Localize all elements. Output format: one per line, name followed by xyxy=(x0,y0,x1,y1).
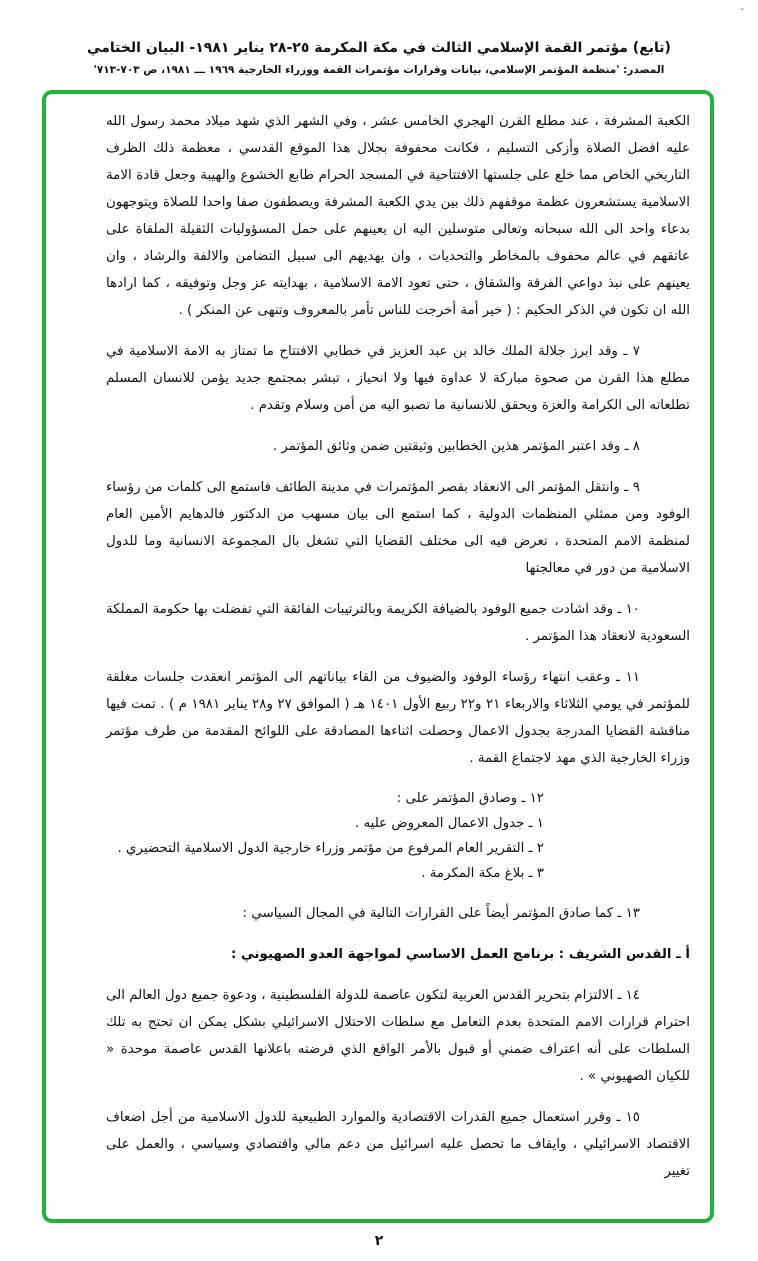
document-source: المصدر: 'منظمة المؤتمر الإسلامي، بيانات وقرارات مؤتمرات القمة ووزراء الخارجية ١٩٦٩ ـــ ١٩٨١، ص ٧٠٣-٧١٣' xyxy=(93,64,665,76)
list-item: ٢ ـ التقرير العام المرفوع من مؤتمر وزراء خارجية الدول الاسلامية التحضيري . xyxy=(117,841,544,856)
approval-list xyxy=(106,786,690,886)
paragraph-14: ١٤ ـ الالتزام بتحرير القدس العربية لتكون عاصمة للدولة الفلسطينية ، ودعوة جميع دول العالم الى احترام قرارات الامم المتحدة بعدم التعامل مع سلطات الاحتلال الاسرائيلي بشكل يمكن ان تحتج به تلك السلطات على أنه اعتراف ضمني أو قبول بالأمر الواقع الذي فرضته باعلانها القدس عاصمة موحدة « للكيان الصهيوني » . xyxy=(106,988,690,1084)
document-title: (تابع) مؤتمر القمة الإسلامي الثالث في مكة المكرمة ٢٥-٢٨ يناير ١٩٨١- البيان الختامي xyxy=(87,40,671,56)
section-heading: أ ـ القدس الشريف : برنامج العمل الاساسي لمواجهة العدو الصهيوني : xyxy=(230,947,690,962)
green-frame xyxy=(42,90,714,1223)
paragraph-12: ١٢ ـ وصادق المؤتمر على : xyxy=(396,791,544,806)
page-number: ٢ xyxy=(374,1233,384,1249)
paragraph-8: ٨ ـ وقد اعتبر المؤتمر هذين الخطابين وثيقتين ضمن وثائق المؤتمر . xyxy=(272,439,640,454)
paragraph-7: ٧ ـ وقد ابرز جلالة الملك خالد بن عبد العزيز في خطابي الافتتاح ما تمتاز به الامة الاسلامية في مطلع هذا القرن من صحوة مباركة لا عداوة فيها ولا انحياز ، تبشر بمجتمع جديد يؤمن للانسان المسلم تطلعاته الى الكرامة والعزة ويحقق للانسانية ما تصبو اليه من أمن وسلام وتقدم . xyxy=(106,344,690,413)
paragraph-15: ١٥ ـ وقرر استعمال جميع القدرات الاقتصادية والموارد الطبيعية للدول الاسلامية من أجل اضعاف الاقتصاد الاسرائيلي ، وايقاف ما تحصل عليه اسرائيل من دعم مالي واقتصادي وسياسي ، والعمل على تغيير xyxy=(106,1110,690,1179)
paragraph-11: ١١ ـ وعقب انتهاء رؤساء الوفود والضيوف من القاء بياناتهم الى المؤتمر انعقدت جلسات مغلقة للمؤتمر في يومي الثلاثاء والاربعاء ٢١ و٢٢ ربيع الأول ١٤٠١ هـ ( الموافق ٢٧ و٢٨ يناير ١٩٨١ م ) . تمت فيها مناقشة القضايا المدرجة بجدول الاعمال وحصلت اثناءها المصادقة على اللوائح المقدمة من طرف مؤتمر وزراء الخارجية الذي مهد لاجتماع القمة . xyxy=(106,670,691,766)
corner-mark: ‐ xyxy=(740,4,744,15)
document-body xyxy=(106,108,690,1185)
list-item: ١ ـ جدول الاعمال المعروض عليه . xyxy=(354,816,544,831)
list-item: ٣ ـ بلاغ مكة المكرمة . xyxy=(421,866,544,881)
paragraph-10: ١٠ ـ وقد اشادت جميع الوفود بالضيافة الكريمة وبالترتيبات الفائقة التي تفضلت بها حكومة المملكة السعودية لانعقاد هذا المؤتمر . xyxy=(106,602,690,644)
paragraph-13: ١٣ ـ كما صادق المؤتمر أيضاً على القرارات التالية في المجال السياسي : xyxy=(242,906,640,921)
paragraph-continuation: الكعبة المشرفة ، عند مطلع القرن الهجري الخامس عشر ، وفي الشهر الذي شهد ميلاد محمد رسول الله عليه افضل الصلاة وأزكى التسليم ، فكانت محفوفة بجلال هذا الموقع القدسي ، معظمة ذلك الظرف التاريخي الخاص مما خلع على جلستها الافتتاحية في المسجد الحرام طابع الخشوع والهيبة وجعل قادة الامة الاسلامية يستشعرون عظمة موقفهم ذلك بين يدي الكعبة المشرفة ويصطفون صفا واحدا للصلاة ويتوجهون بدعاء واحد الى الله سبحانه وتعالى متوسلين اليه ان يعينهم على حمل المسؤوليات الثقيلة الملقاة على عاتقهم في عالم محفوف بالمخاطر والتحديات ، وان يهديهم الى سبيل التضامن والالفة والرشاد ، وان يعينهم على نبذ دواعي الفرقة والشقاق ، حتى تعود الامة الاسلامية ، بهدايته عز وجل وتوفيقه ، كما ارادها الله ان تكون في الذكر الحكيم : ( خير أمة أخرجت للناس تأمر بالمعروف وتنهى عن المنكر ) . xyxy=(106,114,690,318)
paragraph-9: ٩ ـ وانتقل المؤتمر الى الانعقاد بقصر المؤتمرات في مدينة الطائف فاستمع الى كلمات من رؤساء الوفود ومن ممثلي المنظمات الدولية ، كما استمع الى بيان مسهب من الدكتور فالدهايم الأمين العام لمنظمة الامم المتحدة ، تعرض فيه الى مختلف القضايا التي تشغل بال المجموعة الانسانية وما للدول الاسلامية من دور في معالجتها xyxy=(106,480,690,576)
